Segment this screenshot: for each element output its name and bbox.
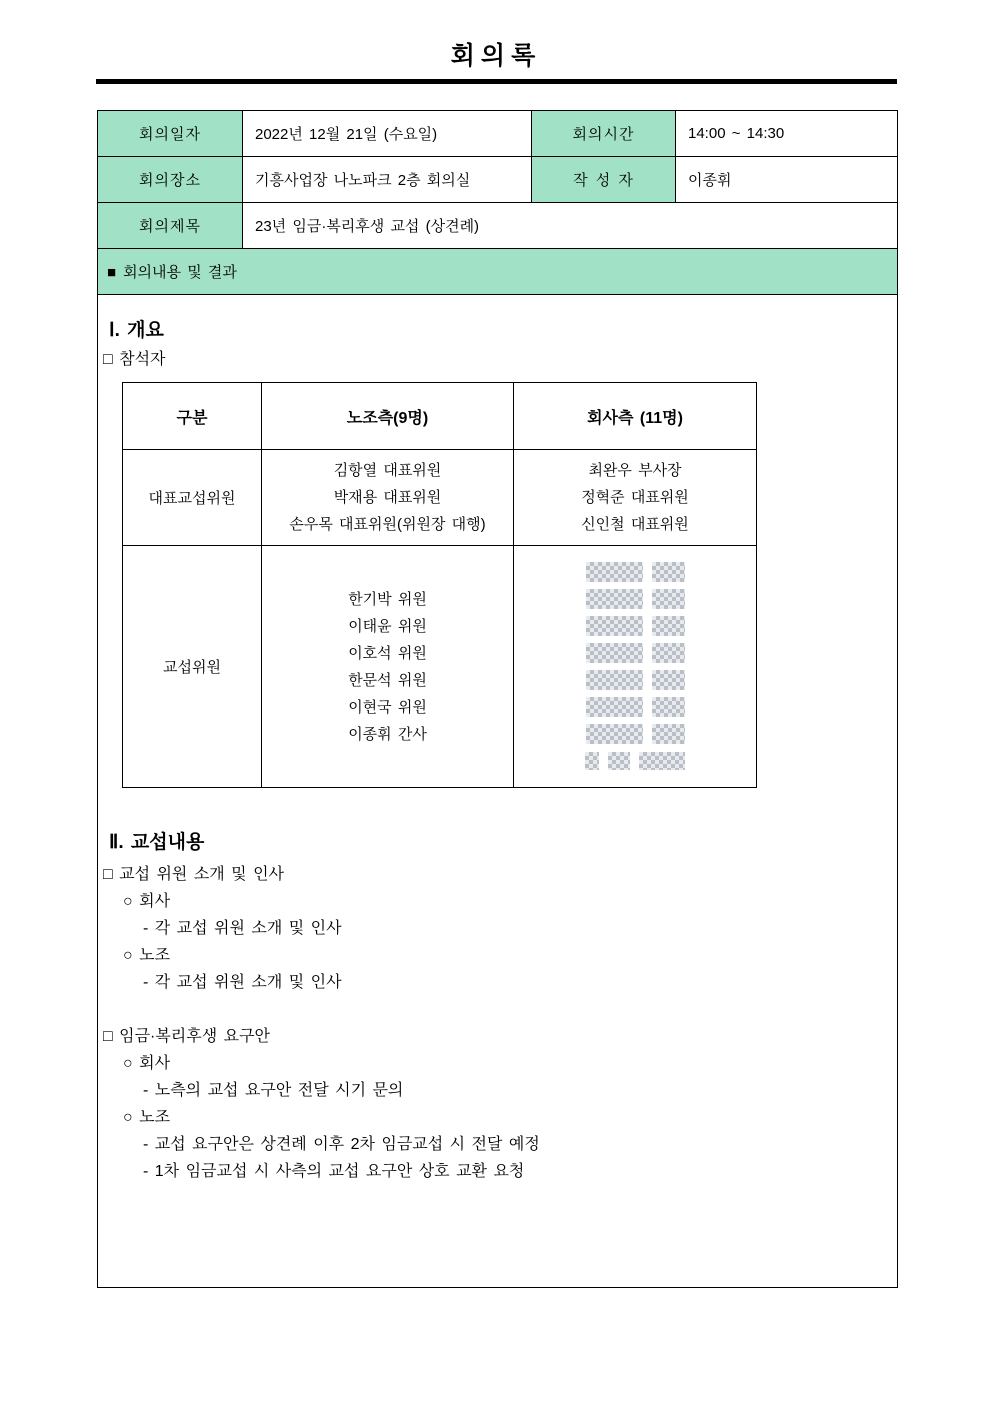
meta-table xyxy=(97,110,898,1288)
union-chief-delegates xyxy=(262,450,514,546)
category-chief-delegates: 대표교섭위원 xyxy=(123,450,262,546)
content-row xyxy=(98,295,898,1288)
meeting-title-value: 23년 임금·복리후생 교섭 (상견례) xyxy=(243,203,898,249)
attendees-header-category: 구분 xyxy=(123,383,262,450)
attendees-row-members xyxy=(123,546,757,788)
attendees-row-chief xyxy=(123,450,757,546)
union-member: 이호석 위원 xyxy=(348,644,427,662)
redacted-name xyxy=(586,562,685,582)
company-chief-delegates xyxy=(514,450,757,546)
redacted-names-column xyxy=(514,562,756,771)
section-band xyxy=(98,249,898,295)
redacted-name xyxy=(586,643,685,663)
negotiation-detail: - 노측의 교섭 요구안 전달 시기 문의 xyxy=(143,1082,404,1099)
meta-row-title xyxy=(98,203,898,249)
redacted-name xyxy=(586,616,685,636)
company-members-redacted xyxy=(514,546,757,788)
negotiation-topic: □ 교섭 위원 소개 및 인사 xyxy=(103,866,284,883)
company-member: 신인철 대표위원 xyxy=(581,516,689,533)
content-cell xyxy=(98,295,898,1288)
negotiation-detail: - 각 교섭 위원 소개 및 인사 xyxy=(143,920,342,937)
negotiation-detail: - 각 교섭 위원 소개 및 인사 xyxy=(143,974,342,991)
union-member: 이태윤 위원 xyxy=(348,617,427,635)
negotiation-detail: - 1차 임금교섭 시 사측의 교섭 요구안 상호 교환 요청 xyxy=(143,1163,525,1180)
meeting-date-label: 회의일자 xyxy=(98,111,243,157)
union-member: 이종휘 간사 xyxy=(348,725,427,743)
meeting-title-label: 회의제목 xyxy=(98,203,243,249)
negotiation-party: ○ 회사 xyxy=(123,1055,171,1072)
union-member: 한기박 위원 xyxy=(348,590,427,608)
redacted-name xyxy=(585,751,685,771)
redacted-name xyxy=(586,589,685,609)
title-rule xyxy=(96,79,897,84)
union-members xyxy=(262,546,514,788)
category-members: 교섭위원 xyxy=(123,546,262,788)
meeting-place-value: 기흥사업장 나노파크 2층 회의실 xyxy=(243,157,532,203)
writer-label: 작 성 자 xyxy=(532,157,676,203)
black-square-icon: ■ xyxy=(107,264,117,281)
attendees-header-company: 회사측 (11명) xyxy=(514,383,757,450)
union-member: 손우목 대표위원(위원장 대행) xyxy=(289,516,486,533)
meeting-time-label: 회의시간 xyxy=(532,111,676,157)
negotiation-party: ○ 노조 xyxy=(123,947,171,964)
meta-row-place-writer xyxy=(98,157,898,203)
redacted-name xyxy=(586,724,685,744)
attendees-header-row xyxy=(123,383,757,450)
attendees-header-union: 노조측(9명) xyxy=(262,383,514,450)
blank-line xyxy=(98,996,897,1023)
section-band-label: 회의내용 및 결과 xyxy=(123,264,237,281)
meeting-place-label: 회의장소 xyxy=(98,157,243,203)
meeting-time-value: 14:00 ~ 14:30 xyxy=(676,111,898,157)
negotiation-party: ○ 회사 xyxy=(123,893,171,910)
union-member: 이현국 위원 xyxy=(348,698,427,716)
negotiation-party: ○ 노조 xyxy=(123,1109,171,1126)
attendees-table xyxy=(122,382,757,788)
section-band-row xyxy=(98,249,898,295)
company-member: 최완우 부사장 xyxy=(588,462,682,479)
attendees-label: □ 참석자 xyxy=(103,351,166,368)
union-member: 한문석 위원 xyxy=(348,671,427,689)
negotiation-topic: □ 임금·복리후생 요구안 xyxy=(103,1028,270,1045)
union-member: 박재용 대표위원 xyxy=(333,489,442,506)
writer-value: 이종휘 xyxy=(676,157,898,203)
meta-row-date-time xyxy=(98,111,898,157)
overview-heading: Ⅰ. 개요 xyxy=(109,320,164,341)
redacted-name xyxy=(586,697,685,717)
page-title: 회의록 xyxy=(450,41,542,70)
meeting-date-value: 2022년 12월 21일 (수요일) xyxy=(243,111,532,157)
union-member: 김항열 대표위원 xyxy=(333,462,442,479)
redacted-name xyxy=(586,670,685,690)
company-member: 정혁준 대표위원 xyxy=(581,489,689,506)
negotiation-detail: - 교섭 요구안은 상견례 이후 2차 임금교섭 시 전달 예정 xyxy=(143,1136,540,1153)
negotiation-heading: Ⅱ. 교섭내용 xyxy=(109,832,205,853)
